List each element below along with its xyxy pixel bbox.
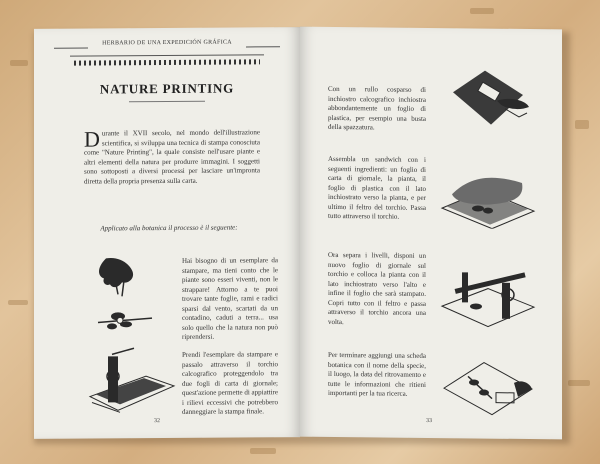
drop-cap: D	[84, 126, 100, 152]
step-2-text: Prendi l'esemplare da stampare e passalo attraverso il torchio calcografico proteggendolo tra due fogli di carta di giornale; quest'azione permette di appiattire i rilievi eccessivi che potrebbero danneggiare la stampa finale.	[182, 350, 278, 416]
intro-paragraph	[84, 128, 260, 186]
left-page	[34, 27, 300, 439]
sandwich-layers-illustration	[438, 150, 538, 229]
step-4-text: Assembla un sandwich con i seguenti ingredienti: un foglio di carta di giornale, la pianta, il foglio di plastica con il lato inchiostrato verso la pianta, e per ultimo il feltro del torchio. Passa tutto attraverso il torchio.	[328, 154, 426, 221]
header-rule	[70, 54, 264, 56]
printing-press-illustration	[86, 346, 178, 417]
title-underline	[129, 101, 205, 103]
inking-roller-illustration	[445, 68, 535, 139]
decorative-border	[74, 59, 260, 65]
botanical-label-illustration	[440, 348, 536, 421]
intro-text: urante il XVII secolo, nel mondo dell'illustrazione scientifica, si sviluppa una tecnica di stampa conosciuta come "Nature Printing", la quale consiste nell'usare piante e altri elementi della natura per produrre immagini. I soggetti sono sottoposti a diversi processi per lasciare un'impronta diretta della propria presenza sulla carta.	[84, 128, 260, 186]
step-5-text: Ora separa i livelli, disponi un nuovo foglio di giornale sul torchio e colloca la pianta con il lato inchiostrato verso l'alto e infine il foglio che sarà stampato. Copri tutto con il feltro e passa attraverso il torchio ancora una volta.	[328, 250, 426, 326]
chapter-title: NATURE PRINTING	[99, 80, 235, 97]
step-1-text: Hai bisogno di un esemplare da stampare, ma tieni conto che le piante sono esseri viventi, non le strappare! Attorno a te puoi trovare tante foglie, rami e radici sparsi dal vento, scartati da un contadino, caduti a terra... usa solo quello che la natura non può riprendersi.	[182, 256, 278, 341]
wood-texture	[250, 448, 276, 454]
press-reprint-illustration	[438, 250, 538, 333]
page-number: 32	[154, 418, 160, 425]
right-page	[300, 27, 562, 440]
wood-texture	[568, 380, 590, 386]
page-number: 33	[426, 417, 432, 425]
wood-texture	[10, 60, 28, 66]
header-rule-left	[54, 48, 88, 49]
step-3-text: Con un rullo cosparso di inchiostro calcografico inchiostra abbondantemente un foglio di plastica, per esempio una busta della spazzatura.	[328, 84, 426, 132]
wood-texture	[470, 8, 494, 14]
process-heading: Applicato alla botanica il processo è il seguente:	[100, 223, 238, 233]
wood-texture	[8, 300, 28, 305]
hand-picking-plant-illustration	[88, 254, 158, 336]
running-header: HERBARIO DE UNA EXPEDICIÓN GRÁFICA	[102, 39, 232, 47]
header-rule-right	[246, 46, 280, 47]
wood-texture	[575, 120, 589, 129]
step-6-text: Per terminare aggiungi una scheda botanica con il nome della specie, il luogo, la data del ritrovamento e tutte le informazioni che ritieni importanti per la tua ricerca.	[328, 350, 426, 398]
